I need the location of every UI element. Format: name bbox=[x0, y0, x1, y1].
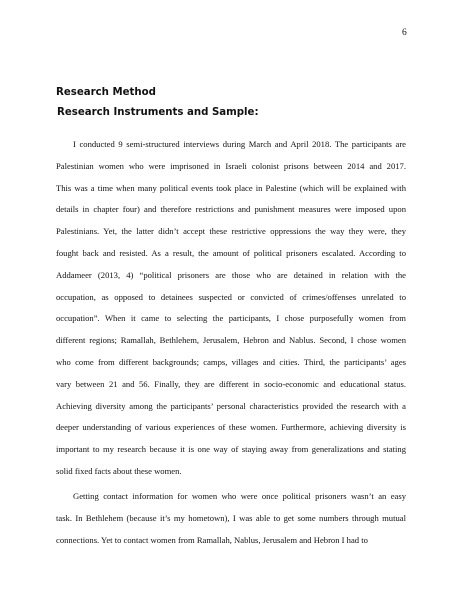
text-line: I conducted 9 semi-structured interviews during March and April 2018. The participants are bbox=[73, 139, 406, 149]
text-line: Palestinians. Yet, the latter didn’t accept these restrictive oppressions the way they were, they bbox=[56, 226, 406, 237]
section-heading: Research Method bbox=[56, 87, 156, 98]
body-paragraph bbox=[56, 486, 406, 551]
text-line: who come from different backgrounds; camps, villages and cities. Third, the participants’ ages bbox=[56, 356, 406, 367]
text-line: details in chapter four) and therefore restrictions and punishment measures were imposed upon bbox=[56, 204, 406, 215]
text-line: task. In Bethlehem (because it’s my hometown), I was able to get some numbers through mutual bbox=[56, 512, 406, 523]
text-line: occupation”. When it came to selecting the participants, I chose purposefully women from bbox=[56, 313, 406, 324]
text-line: This was a time when many political events took place in Palestine (which will be explained with bbox=[56, 182, 406, 193]
text-line: Achieving diversity among the participants’ personal characteristics provided the research with a bbox=[56, 400, 406, 411]
text-line: important to my research because it is one way of staying away from generalizations and stating bbox=[56, 444, 406, 455]
page-number: 6 bbox=[402, 28, 407, 38]
text-line: Addameer (2013, 4) “political prisoners are those who are detained in relation with the bbox=[56, 269, 406, 280]
text-line: Getting contact information for women who were once political prisoners wasn’t an easy bbox=[73, 491, 406, 501]
text-line: deeper understanding of various experiences of these women. Furthermore, achieving diversity is bbox=[56, 422, 406, 433]
text-line: fought back and resisted. As a result, the amount of political prisoners escalated. According to bbox=[56, 247, 406, 258]
text-line: occupation, as opposed to detainees suspected or convicted of crimes/offenses unrelated to bbox=[56, 291, 406, 302]
text-line: vary between 21 and 56. Finally, they are different in socio-economic and educational status. bbox=[56, 378, 406, 389]
text-line: Palestinian women who were imprisoned in Israeli colonist prisons between 2014 and 2017. bbox=[56, 160, 406, 171]
text-line: solid fixed facts about these women. bbox=[56, 465, 182, 476]
body-paragraph bbox=[56, 134, 406, 483]
subsection-heading: Research Instruments and Sample: bbox=[57, 107, 259, 118]
text-line: different regions; Ramallah, Bethlehem, Jerusalem, Hebron and Nablus. Second, I chose women bbox=[56, 335, 406, 346]
text-line: connections. Yet to contact women from Ramallah, Nablus, Jerusalem and Hebron I had to bbox=[56, 534, 368, 545]
